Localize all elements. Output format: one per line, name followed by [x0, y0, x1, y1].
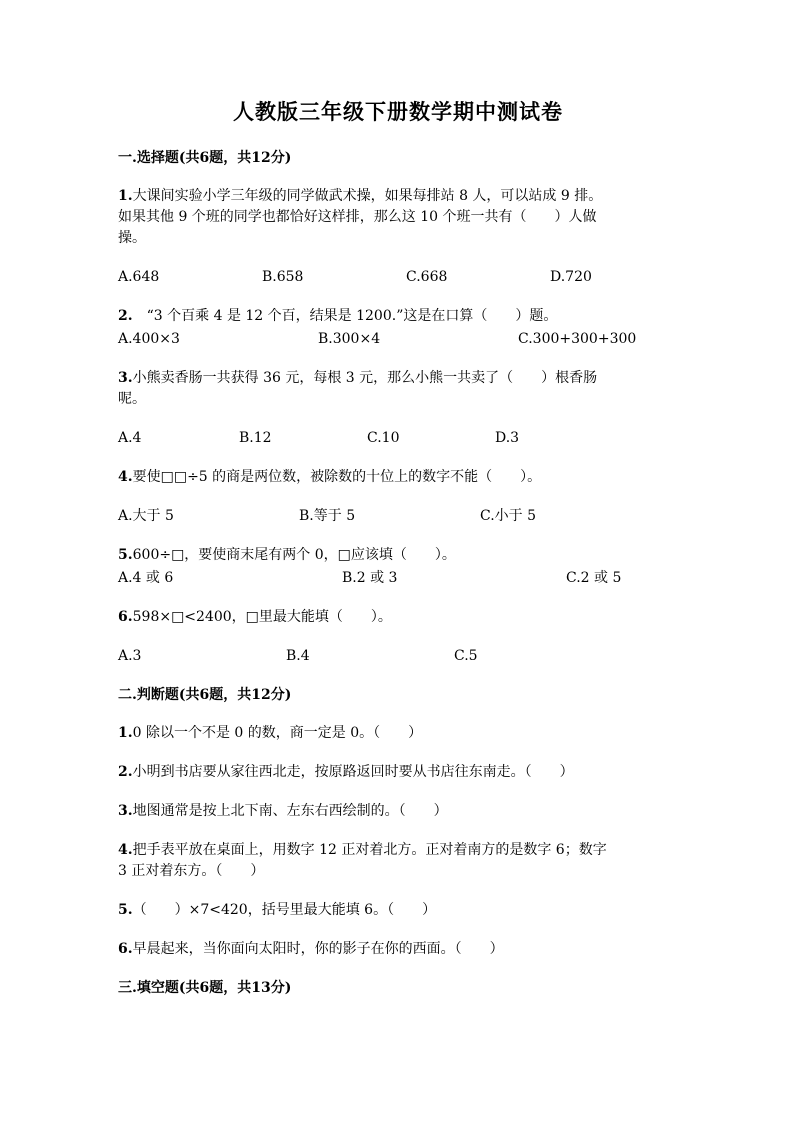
question-text-line: 3 正对着东方。（ ） [118, 863, 265, 879]
options-row [118, 428, 678, 449]
question-text-line: 把手表平放在桌面上，用数字 12 正对着北方。正对着南方的是数字 6；数字 [132, 842, 607, 858]
question-number: 6. [118, 609, 133, 625]
question-2-6 [118, 939, 678, 960]
question-2-2 [118, 762, 678, 783]
option-a[interactable]: A.648 [118, 269, 160, 285]
question-number: 6. [118, 941, 133, 957]
page-title: 人教版三年级下册数学期中测试卷 [233, 99, 563, 124]
question-number: 1. [118, 188, 133, 204]
section-heading-fill-in: 三.填空题(共6题，共13分) [118, 980, 292, 996]
question-number: 3. [118, 370, 133, 386]
question-1-1 [118, 186, 678, 288]
option-c[interactable]: C.小于 5 [480, 508, 537, 524]
options-row [118, 506, 678, 527]
question-1-6 [118, 607, 678, 667]
question-text [118, 467, 678, 488]
option-a[interactable]: A.4 [118, 430, 142, 446]
question-text-line: 要使□□÷5 的商是两位数，被除数的十位上的数字不能（ ）。 [132, 469, 542, 485]
options-row [118, 646, 678, 667]
question-text [118, 607, 678, 628]
question-text [118, 840, 678, 861]
option-a[interactable]: A.3 [118, 648, 142, 664]
question-2-1 [118, 723, 678, 744]
option-d[interactable]: D.720 [550, 269, 592, 285]
question-text-line: 早晨起来，当你面向太阳时，你的影子在你的西面。（ ） [132, 941, 504, 957]
question-1-2 [118, 306, 678, 350]
option-c[interactable]: C.10 [367, 430, 400, 446]
option-b[interactable]: B.658 [262, 269, 304, 285]
question-1-4 [118, 467, 678, 527]
question-text [118, 306, 678, 327]
question-number: 4. [118, 842, 133, 858]
option-a[interactable]: A.4 或 6 [118, 570, 174, 586]
question-text-line: 小熊卖香肠一共获得 36 元，每根 3 元，那么小熊一共卖了（ ）根香肠 [132, 370, 598, 386]
question-2-3 [118, 801, 678, 822]
option-c[interactable]: C.668 [406, 269, 448, 285]
question-text [118, 939, 678, 960]
option-d[interactable]: D.3 [495, 430, 520, 446]
question-text [118, 545, 678, 566]
question-text-line: 大课间实验小学三年级的同学做武术操，如果每排站 8 人，可以站成 9 排。 [132, 188, 603, 204]
option-c[interactable]: C.2 或 5 [566, 570, 622, 586]
question-2-5 [118, 900, 678, 921]
option-b[interactable]: B.2 或 3 [342, 570, 398, 586]
question-text [118, 368, 678, 389]
question-2-4 [118, 840, 678, 882]
question-text-line: 操。 [118, 230, 146, 246]
question-text-line: 598×□<2400，□里最大能填（ ）。 [132, 609, 392, 625]
question-text [118, 900, 678, 921]
question-text [118, 801, 678, 822]
question-number: 3. [118, 803, 133, 819]
option-c[interactable]: C.300+300+300 [518, 331, 637, 347]
question-text-line: 0 除以一个不是 0 的数，商一定是 0。（ ） [132, 725, 423, 741]
option-b[interactable]: B.4 [286, 648, 310, 664]
question-number: 2. [118, 764, 133, 780]
options-row [118, 329, 678, 350]
option-b[interactable]: B.300×4 [318, 331, 381, 347]
question-number: 2. [118, 308, 133, 324]
option-a[interactable]: A.400×3 [118, 331, 180, 347]
question-text [118, 723, 678, 744]
exam-page [118, 96, 678, 1016]
question-number: 5. [118, 902, 133, 918]
section-heading-choice: 一.选择题(共6题，共12分) [118, 150, 292, 166]
options-row [118, 267, 678, 288]
option-b[interactable]: B.等于 5 [299, 508, 356, 524]
section-heading-judgement: 二.判断题(共6题，共12分) [118, 687, 292, 703]
question-text-line: 呢。 [118, 391, 146, 407]
question-number: 5. [118, 547, 133, 563]
question-1-5 [118, 545, 678, 589]
question-number: 1. [118, 725, 133, 741]
question-number: 4. [118, 469, 133, 485]
question-text-line: 地图通常是按上北下南、左东右西绘制的。（ ） [132, 803, 448, 819]
option-b[interactable]: B.12 [239, 430, 272, 446]
options-row [118, 568, 678, 589]
option-c[interactable]: C.5 [454, 648, 478, 664]
option-a[interactable]: A.大于 5 [118, 508, 174, 524]
question-text [118, 186, 678, 207]
question-1-3 [118, 368, 678, 449]
question-text-line: 600÷□，要使商末尾有两个 0，□应该填（ ）。 [132, 547, 456, 563]
question-text-line: （ ）×7<420，括号里最大能填 6。（ ） [132, 902, 437, 918]
question-text-line: 如果其他 9 个班的同学也都恰好这样排，那么这 10 个班一共有（ ）人做 [118, 209, 597, 225]
question-text [118, 762, 678, 783]
question-text-line: “3 个百乘 4 是 12 个百，结果是 1200.”这是在口算（ ）题。 [132, 308, 558, 324]
question-text-line: 小明到书店要从家往西北走，按原路返回时要从书店往东南走。（ ） [132, 764, 574, 780]
